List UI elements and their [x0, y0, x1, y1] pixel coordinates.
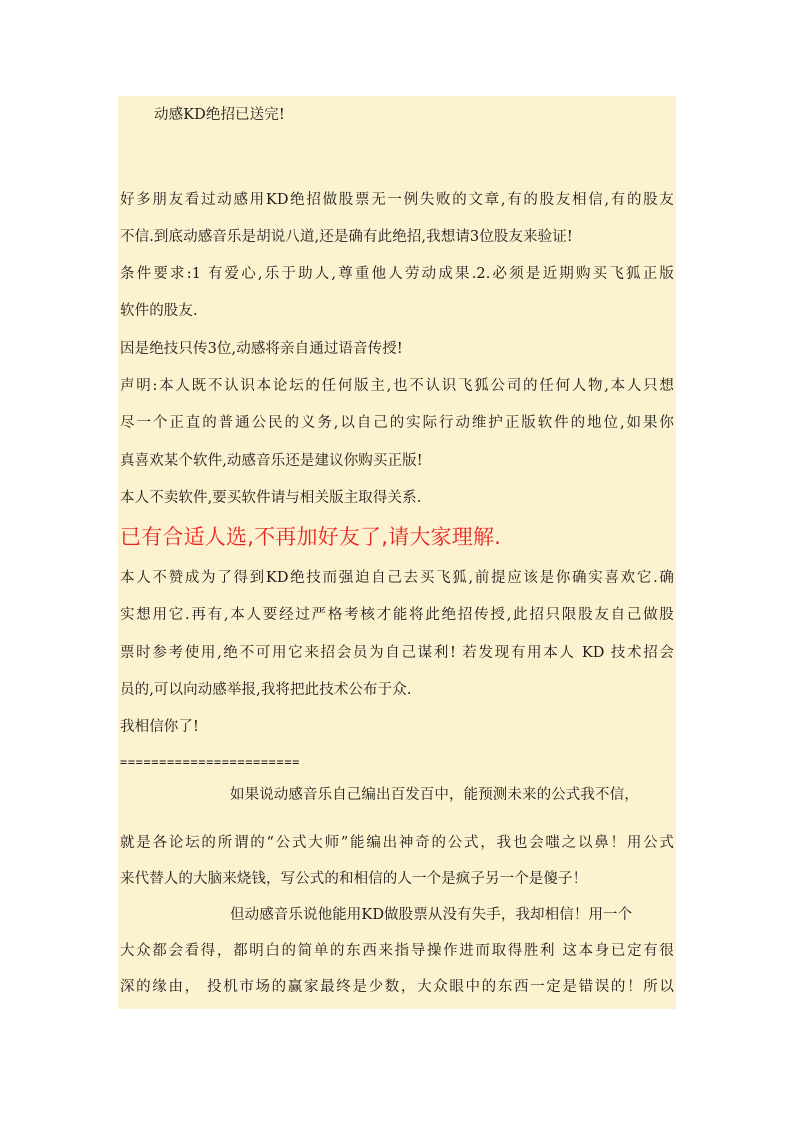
title-line: 动感KD绝招已送完!	[154, 107, 285, 123]
paragraph-line: 员的,可以向动感举报,我将把此技术公布于众.	[120, 682, 412, 698]
paragraph-line: 好多朋友看过动感用KD绝招做股票无一例失败的文章,有的股友相信,有的股友	[120, 192, 674, 208]
paragraph-line: 条件要求:1 有爱心,乐于助人,尊重他人劳动成果.2.必须是近期购买飞狐正版	[120, 266, 674, 282]
paragraph-line: 本人不卖软件,要买软件请与相关版主取得关系.	[120, 490, 422, 506]
paragraph-line: 因是绝技只传3位,动感将亲自通过语音传授!	[120, 341, 403, 357]
paragraph-line: 尽一个正直的普通公民的义务,以自己的实际行动维护正版软件的地位,如果你	[120, 415, 674, 431]
paragraph-line: 本人不赞成为了得到KD绝技而强迫自己去买飞狐,前提应该是你确实喜欢它.确	[120, 570, 674, 586]
paragraph-line: 实想用它.再有,本人要经过严格考核才能将此绝招传授,此招只限股友自己做股	[120, 607, 674, 623]
highlight-notice: 已有合适人选,不再加好友了,请大家理解.	[120, 525, 502, 549]
paragraph-line: 声明:本人既不认识本论坛的任何版主,也不认识飞狐公司的任何人物,本人只想	[120, 378, 674, 394]
paragraph-line: 真喜欢某个软件,动感音乐还是建议你购买正版!	[120, 453, 423, 469]
separator-line: =======================	[120, 755, 300, 769]
essay-line: 但动感音乐说他能用KD做股票从没有失手，我却相信！用一个	[230, 907, 633, 923]
essay-line: 深的缘由， 投机市场的赢家最终是少数，大众眼中的东西一定是错误的！所以	[120, 979, 674, 995]
essay-line: 就是各论坛的所谓的“公式大师”能编出神奇的公式，我也会嗤之以鼻！用公式	[120, 835, 674, 851]
paragraph-line: 软件的股友.	[120, 303, 198, 319]
paragraph-line: 我相信你了!	[120, 719, 199, 735]
paragraph-line: 不信.到底动感音乐是胡说八道,还是确有此绝招,我想请3位股友来验证!	[120, 229, 573, 245]
essay-line: 来代替人的大脑来烧钱，写公式的和相信的人一个是疯子另一个是傻子！	[120, 871, 588, 887]
paragraph-line: 票时参考使用,绝不可用它来招会员为自己谋利! 若发现有用本人 KD 技术招会	[120, 645, 674, 661]
document-page	[118, 96, 676, 1009]
essay-line: 大众都会看得，都明白的简单的东西来指导操作进而取得胜利 这本身已定有很	[120, 943, 674, 959]
essay-line: 如果说动感音乐自己编出百发百中，能预测未来的公式我不信，	[230, 787, 639, 803]
